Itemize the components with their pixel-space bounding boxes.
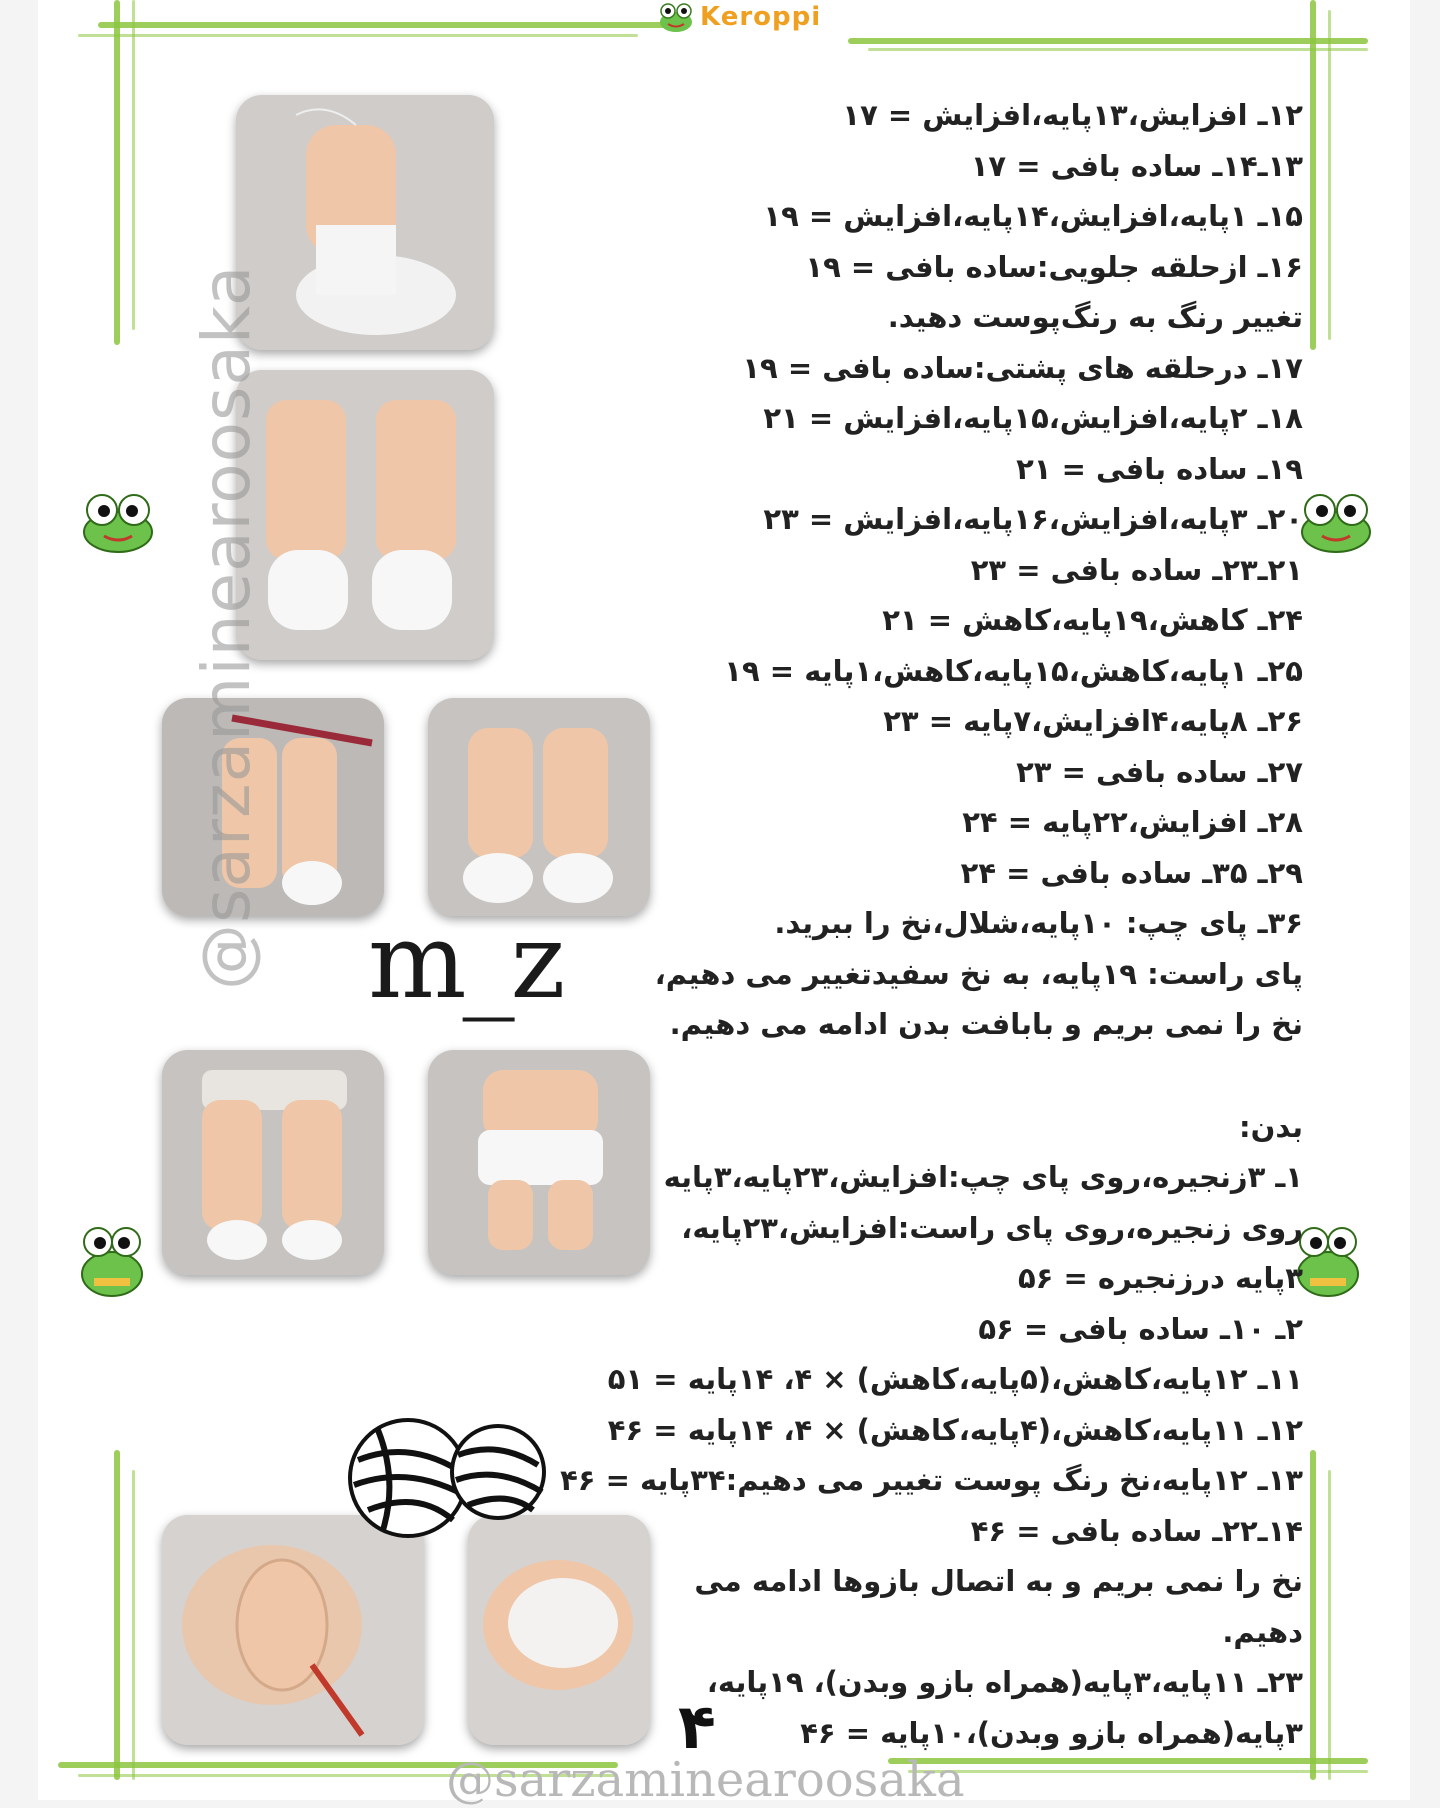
page-number: ۴ (678, 1690, 716, 1763)
watermark-bottom: @sarzaminearoosaka (446, 1752, 965, 1808)
frame-line-left-bottom-thin (132, 1470, 135, 1780)
keroppi-logo (658, 0, 821, 34)
instruction-line: ۲۶ـ ۸پایه،۴افزایش،۷پایه = ۲۳ (883, 704, 1303, 738)
pattern-instructions (560, 90, 1303, 1758)
instruction-line: ۲۷ـ ساده بافی = ۲۳ (1016, 754, 1303, 789)
frame-line-right-bottom (1310, 1450, 1316, 1780)
instruction-line: ۱۲ـ افزایش،۱۳پایه،افزایش = ۱۷ (842, 98, 1303, 132)
instruction-line: ۲۵ـ ۱پایه،کاهش،۱۵پایه،کاهش،۱پایه = ۱۹ (724, 653, 1303, 688)
instruction-line: ۲۹ـ ۳۵ـ ساده بافی = ۲۴ (960, 855, 1303, 890)
pattern-page (38, 0, 1410, 1808)
photo-two-legs (236, 370, 494, 660)
frog-icon (78, 480, 158, 560)
logo-text: Keroppi (700, 2, 822, 32)
frog-waving-icon (72, 1220, 152, 1300)
instruction-line: ۳پایه درزنجیره = ۵۶ (1017, 1261, 1303, 1295)
instruction-line: ۱۱ـ ۱۲پایه،کاهش،(۵پایه،کاهش) × ۴، ۱۴پایه = ۵۱ (607, 1362, 1303, 1396)
instruction-line: ۳پایه(همراه بازو وبدن)،۱۰پایه = ۴۶ (800, 1715, 1303, 1750)
instruction-line: نخ را نمی بریم و بابافت بدن ادامه می دهیم. (669, 1007, 1303, 1041)
frame-line-top-left-thin (78, 34, 638, 37)
instruction-line: ۱۲ـ ۱۱پایه،کاهش،(۴پایه،کاهش) × ۴، ۱۴پایه = ۴۶ (607, 1412, 1303, 1447)
instruction-line: روی زنجیره،روی پای راست:افزایش،۲۳پایه، (681, 1210, 1303, 1245)
signature: m_z (368, 900, 562, 1022)
frame-line-right-top-thin (1328, 10, 1331, 340)
frame-line-right-bottom-thin (1328, 1470, 1331, 1780)
frame-line-top-right-thin (868, 48, 1368, 51)
frame-line-left-top (114, 0, 120, 345)
section-gap (598, 1050, 1303, 1102)
instruction-line: ۲۱ـ۲۳ـ ساده بافی = ۲۳ (970, 552, 1303, 587)
instruction-line: پای راست: ۱۹پایه، به نخ سفیدتغییر می دهیم، (654, 956, 1303, 991)
instruction-line: ۲۸ـ افزایش،۲۲پایه = ۲۴ (962, 805, 1303, 839)
yarn-balls-icon (338, 1410, 548, 1540)
frog-icon (1296, 480, 1376, 560)
instruction-line: ۳۶ـ پای چپ: ۱۰پایه،شلال،نخ را ببرید. (774, 906, 1303, 940)
instruction-line: دهیم. (1222, 1614, 1303, 1649)
photo-single-leg (236, 95, 494, 350)
instruction-line: ۲۴ـ کاهش،۱۹پایه،کاهش = ۲۱ (882, 603, 1303, 637)
instruction-line: ۱۷ـ درحلقه های پشتی:ساده بافی = ۱۹ (742, 350, 1303, 385)
instruction-line: ۲۳ـ ۱۱پایه،۳پایه(همراه بازو وبدن)، ۱۹پایه، (706, 1665, 1303, 1699)
frame-line-left-bottom (114, 1450, 120, 1780)
section-title-body: بدن: (1239, 1109, 1303, 1144)
instruction-line: ۲ـ ۱۰ـ ساده بافی = ۵۶ (978, 1311, 1303, 1346)
watermark-vertical: @sarzaminearoosaka (188, 264, 265, 990)
instruction-line: نخ را نمی بریم و به اتصال بازوها ادامه می (694, 1564, 1303, 1598)
instruction-line: ۱۵ـ ۱پایه،افزایش،۱۴پایه،افزایش = ۱۹ (763, 199, 1303, 233)
frame-line-left-top-thin (132, 0, 135, 330)
instruction-line: ۱۸ـ ۲پایه،افزایش،۱۵پایه،افزایش = ۲۱ (763, 401, 1303, 435)
instruction-line: ۱ـ ۳زنجیره،روی پای چپ:افزایش،۲۳پایه،۳پایه (663, 1160, 1303, 1194)
instruction-line: ۲۰ـ ۳پایه،افزایش،۱۶پایه،افزایش = ۲۳ (763, 502, 1303, 536)
photo-body-start (162, 1050, 384, 1275)
frame-line-bottom-right-thin (908, 1770, 1368, 1773)
frame-line-top-left (98, 22, 678, 28)
instruction-line: ۱۹ـ ساده بافی = ۲۱ (1016, 451, 1303, 486)
instruction-line: ۱۶ـ ازحلقه جلویی:ساده بافی = ۱۹ (805, 249, 1303, 284)
photo-hand-holding-body (162, 1515, 424, 1745)
instruction-line: ۱۳ـ ۱۲پایه،نخ رنگ پوست تغییر می دهیم:۳۴پایه = ۴۶ (560, 1463, 1303, 1497)
frame-line-top-right (848, 38, 1368, 44)
keroppi-logo-icon (658, 2, 694, 32)
instruction-line: تغییر رنگ به رنگ‌پوست دهید. (887, 300, 1303, 334)
instruction-line: ۱۴ـ۲۲ـ ساده بافی = ۴۶ (970, 1513, 1303, 1548)
instruction-line: ۱۳ـ۱۴ـ ساده بافی = ۱۷ (970, 148, 1303, 183)
frame-line-right-top (1310, 0, 1316, 350)
